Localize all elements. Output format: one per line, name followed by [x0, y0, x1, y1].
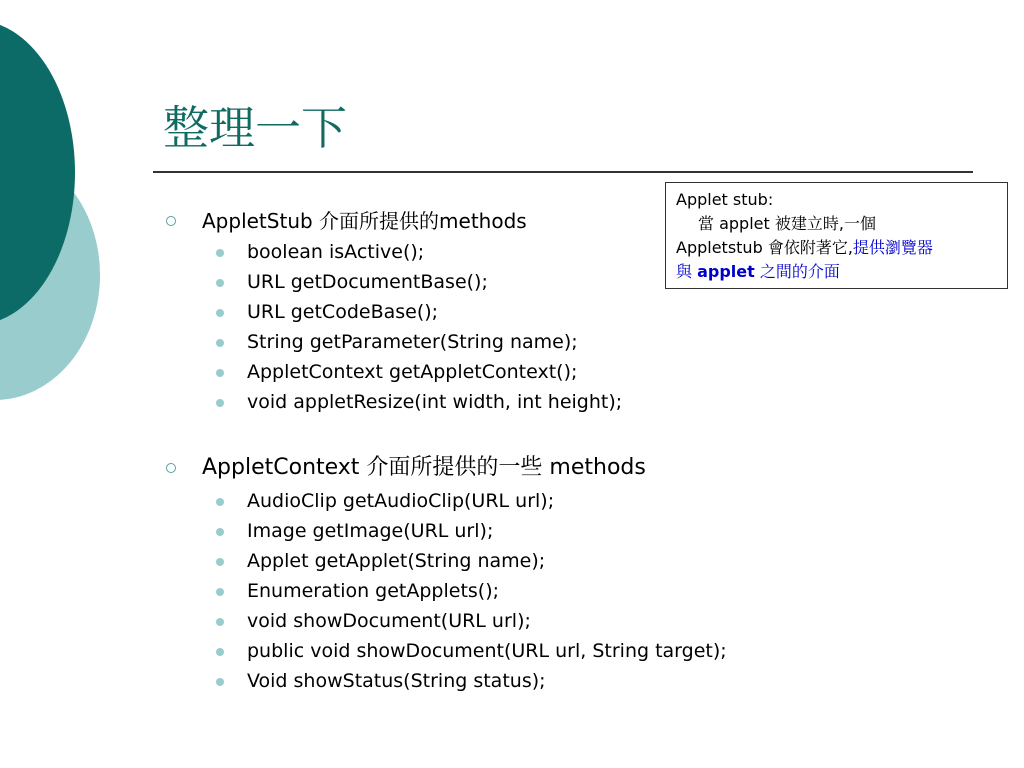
list-item	[165, 516, 727, 546]
list-item-text: Image getImage(URL url);	[247, 520, 494, 542]
list-item	[165, 606, 727, 636]
list-item	[165, 387, 622, 417]
list-item-text: URL getCodeBase();	[247, 301, 439, 323]
note-line-1: Applet stub:	[676, 190, 774, 209]
note-line-3-highlight: 提供瀏覽器	[852, 238, 933, 257]
list-item-text: void appletResize(int width, int height);	[247, 391, 623, 413]
title-divider	[153, 171, 973, 173]
list-item	[165, 486, 727, 516]
list-item-text: Void showStatus(String status);	[247, 670, 546, 692]
list-item	[165, 327, 622, 357]
dot-bullet-icon	[216, 249, 224, 257]
note-line-2: 當 applet 被建立時,一個	[698, 214, 876, 233]
ring-bullet-icon	[166, 463, 176, 473]
dot-bullet-icon	[216, 618, 224, 626]
list-item	[165, 237, 622, 267]
note-line-3-text: Appletstub 會依附著它,	[676, 238, 853, 257]
section-heading-text: AppletContext 介面所提供的一些 methods	[202, 455, 646, 480]
list-item-text: Enumeration getApplets();	[247, 580, 500, 602]
list-item	[165, 297, 622, 327]
note-box	[665, 182, 1008, 289]
list-item-text: String getParameter(String name);	[247, 331, 578, 353]
dot-bullet-icon	[216, 588, 224, 596]
note-line-4-text-b: 之間的介面	[754, 262, 840, 281]
list-item	[165, 636, 727, 666]
note-line-4-text-a: 與	[676, 262, 698, 281]
list-item	[165, 357, 622, 387]
slide-title: 整理一下	[163, 101, 347, 155]
list-item-text: AudioClip getAudioClip(URL url);	[247, 490, 555, 512]
note-line-3	[676, 236, 1007, 260]
dot-bullet-icon	[216, 309, 224, 317]
section-heading	[165, 452, 727, 484]
method-list	[165, 486, 727, 696]
dot-bullet-icon	[216, 558, 224, 566]
section-appletstub	[165, 207, 622, 417]
list-item-text: boolean isActive();	[247, 241, 425, 263]
list-item-text: void showDocument(URL url);	[247, 610, 531, 632]
list-item	[165, 666, 727, 696]
dot-bullet-icon	[216, 528, 224, 536]
dot-bullet-icon	[216, 648, 224, 656]
list-item-text: public void showDocument(URL url, String target);	[247, 640, 727, 662]
list-item	[165, 546, 727, 576]
section-appletcontext	[165, 452, 727, 696]
ring-bullet-icon	[166, 216, 176, 226]
dot-bullet-icon	[216, 399, 224, 407]
list-item	[165, 576, 727, 606]
dot-bullet-icon	[216, 279, 224, 287]
section-heading	[165, 207, 622, 235]
method-list	[165, 237, 622, 417]
dot-bullet-icon	[216, 369, 224, 377]
dot-bullet-icon	[216, 339, 224, 347]
list-item-text: AppletContext getAppletContext();	[247, 361, 578, 383]
list-item-text: Applet getApplet(String name);	[247, 550, 546, 572]
list-item	[165, 267, 622, 297]
list-item-text: URL getDocumentBase();	[247, 271, 488, 293]
note-line-4-bold: applet	[697, 262, 755, 281]
dot-bullet-icon	[216, 678, 224, 686]
dot-bullet-icon	[216, 498, 224, 506]
note-line-4	[676, 260, 1007, 284]
section-heading-text: AppletStub 介面所提供的methods	[202, 209, 527, 233]
